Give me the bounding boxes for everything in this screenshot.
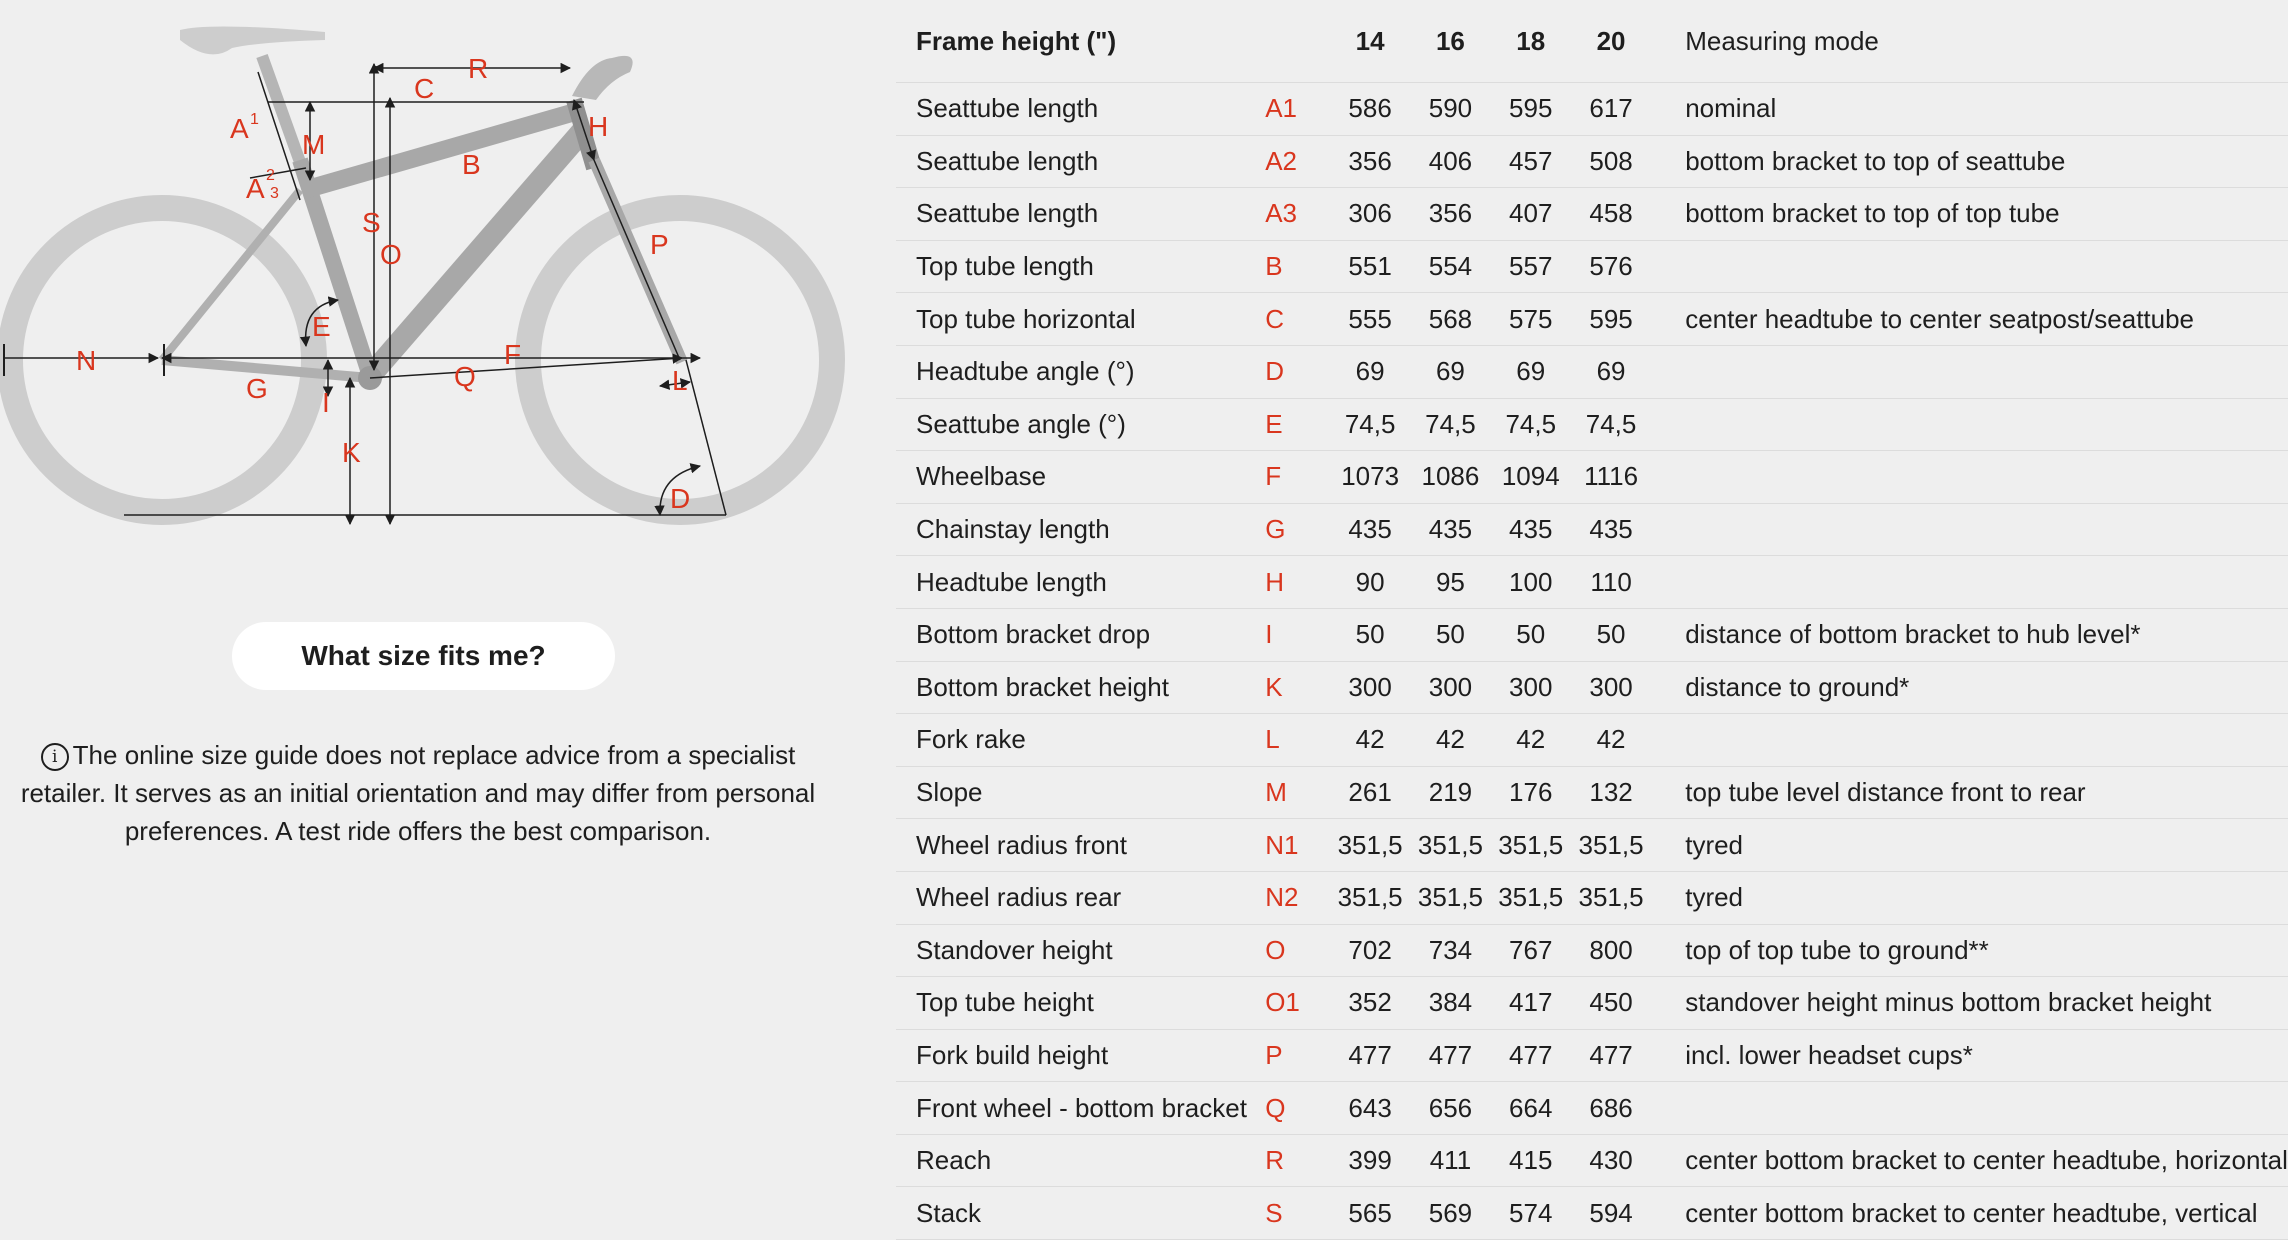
table-row — [896, 188, 2288, 241]
row-code: A1 — [1265, 83, 1330, 136]
row-name: Front wheel - bottom bracket — [896, 1082, 1265, 1135]
row-value-18: 575 — [1491, 293, 1571, 346]
row-value-18: 574 — [1491, 1187, 1571, 1240]
row-value-16: 435 — [1410, 503, 1490, 556]
row-value-20: 74,5 — [1571, 398, 1651, 451]
row-value-16: 734 — [1410, 924, 1490, 977]
row-value-18: 42 — [1491, 714, 1571, 767]
row-code: R — [1265, 1134, 1330, 1187]
row-value-14: 435 — [1330, 503, 1410, 556]
row-code: S — [1265, 1187, 1330, 1240]
row-measuring-mode: center bottom bracket to center headtube, vertical — [1651, 1187, 2288, 1240]
row-measuring-mode — [1651, 1082, 2288, 1135]
row-value-16: 95 — [1410, 556, 1490, 609]
label-a1-sup: 1 — [250, 111, 259, 128]
row-value-16: 50 — [1410, 608, 1490, 661]
row-value-20: 800 — [1571, 924, 1651, 977]
row-value-20: 458 — [1571, 188, 1651, 241]
row-code: A2 — [1265, 135, 1330, 188]
label-m: M — [302, 129, 326, 160]
table-row — [896, 714, 2288, 767]
row-value-16: 351,5 — [1410, 871, 1490, 924]
table-row — [896, 135, 2288, 188]
row-name: Headtube angle (°) — [896, 345, 1265, 398]
row-value-14: 477 — [1330, 1029, 1410, 1082]
row-name: Reach — [896, 1134, 1265, 1187]
size-header-18: 18 — [1491, 0, 1571, 83]
row-value-20: 300 — [1571, 661, 1651, 714]
row-value-14: 69 — [1330, 345, 1410, 398]
code-header — [1265, 0, 1330, 83]
row-measuring-mode: top of top tube to ground** — [1651, 924, 2288, 977]
label-f: F — [504, 339, 522, 370]
row-code: M — [1265, 766, 1330, 819]
size-header-14: 14 — [1330, 0, 1410, 83]
row-value-18: 457 — [1491, 135, 1571, 188]
row-value-18: 435 — [1491, 503, 1571, 556]
row-measuring-mode: bottom bracket to top of top tube — [1651, 188, 2288, 241]
row-measuring-mode: tyred — [1651, 871, 2288, 924]
size-header-16: 16 — [1410, 0, 1490, 83]
row-value-18: 1094 — [1491, 451, 1571, 504]
table-row — [896, 766, 2288, 819]
row-name: Slope — [896, 766, 1265, 819]
row-value-16: 406 — [1410, 135, 1490, 188]
row-value-16: 74,5 — [1410, 398, 1490, 451]
label-a23: A — [246, 173, 265, 204]
table-row — [896, 977, 2288, 1030]
row-value-20: 686 — [1571, 1082, 1651, 1135]
table-row — [896, 503, 2288, 556]
row-code: N1 — [1265, 819, 1330, 872]
table-row — [896, 240, 2288, 293]
row-code: H — [1265, 556, 1330, 609]
table-row — [896, 398, 2288, 451]
table-row — [896, 293, 2288, 346]
row-value-14: 90 — [1330, 556, 1410, 609]
row-value-20: 69 — [1571, 345, 1651, 398]
row-value-18: 74,5 — [1491, 398, 1571, 451]
row-name: Seattube length — [896, 188, 1265, 241]
row-value-14: 702 — [1330, 924, 1410, 977]
row-measuring-mode — [1651, 451, 2288, 504]
row-measuring-mode — [1651, 714, 2288, 767]
table-row — [896, 556, 2288, 609]
row-name: Fork build height — [896, 1029, 1265, 1082]
info-icon: i — [41, 743, 69, 771]
row-value-20: 477 — [1571, 1029, 1651, 1082]
row-code: N2 — [1265, 871, 1330, 924]
row-measuring-mode — [1651, 345, 2288, 398]
row-value-14: 586 — [1330, 83, 1410, 136]
row-value-16: 42 — [1410, 714, 1490, 767]
table-row — [896, 451, 2288, 504]
row-value-16: 568 — [1410, 293, 1490, 346]
what-size-fits-me-button[interactable]: What size fits me? — [232, 622, 615, 690]
label-o: O — [380, 239, 402, 270]
row-name: Headtube length — [896, 556, 1265, 609]
table-row — [896, 1029, 2288, 1082]
row-value-20: 450 — [1571, 977, 1651, 1030]
geometry-panel — [0, 0, 870, 1212]
row-value-14: 42 — [1330, 714, 1410, 767]
table-row — [896, 83, 2288, 136]
row-code: I — [1265, 608, 1330, 661]
row-value-18: 415 — [1491, 1134, 1571, 1187]
label-i: I — [322, 387, 330, 418]
row-measuring-mode: bottom bracket to top of seattube — [1651, 135, 2288, 188]
row-value-16: 351,5 — [1410, 819, 1490, 872]
row-name: Wheel radius front — [896, 819, 1265, 872]
row-value-20: 351,5 — [1571, 819, 1651, 872]
row-value-20: 595 — [1571, 293, 1651, 346]
row-value-14: 352 — [1330, 977, 1410, 1030]
table-row — [896, 1134, 2288, 1187]
row-measuring-mode: standover height minus bottom bracket height — [1651, 977, 2288, 1030]
row-code: E — [1265, 398, 1330, 451]
saddle — [180, 26, 325, 54]
row-value-14: 643 — [1330, 1082, 1410, 1135]
label-c: C — [414, 73, 435, 104]
table-row — [896, 924, 2288, 977]
row-value-20: 110 — [1571, 556, 1651, 609]
row-name: Bottom bracket height — [896, 661, 1265, 714]
handlebar — [572, 56, 633, 100]
row-value-16: 69 — [1410, 345, 1490, 398]
row-measuring-mode — [1651, 503, 2288, 556]
row-value-18: 557 — [1491, 240, 1571, 293]
row-value-14: 555 — [1330, 293, 1410, 346]
table-row — [896, 608, 2288, 661]
row-value-18: 300 — [1491, 661, 1571, 714]
row-value-16: 554 — [1410, 240, 1490, 293]
row-value-14: 351,5 — [1330, 819, 1410, 872]
row-value-20: 50 — [1571, 608, 1651, 661]
bike-geometry-diagram — [0, 0, 870, 560]
row-code: O — [1265, 924, 1330, 977]
row-code: O1 — [1265, 977, 1330, 1030]
row-code: D — [1265, 345, 1330, 398]
label-l: L — [672, 365, 688, 396]
table-row — [896, 819, 2288, 872]
row-value-18: 176 — [1491, 766, 1571, 819]
row-name: Top tube height — [896, 977, 1265, 1030]
row-value-20: 435 — [1571, 503, 1651, 556]
row-measuring-mode — [1651, 556, 2288, 609]
row-measuring-mode: center bottom bracket to center headtube, horizontal — [1651, 1134, 2288, 1187]
row-value-14: 565 — [1330, 1187, 1410, 1240]
row-value-14: 50 — [1330, 608, 1410, 661]
row-value-16: 656 — [1410, 1082, 1490, 1135]
seatpost — [262, 56, 305, 176]
row-value-18: 477 — [1491, 1029, 1571, 1082]
label-b: B — [462, 149, 481, 180]
row-name: Wheel radius rear — [896, 871, 1265, 924]
size-guide-note — [18, 736, 818, 850]
label-s: S — [362, 207, 381, 238]
row-value-20: 132 — [1571, 766, 1651, 819]
row-value-16: 590 — [1410, 83, 1490, 136]
size-header-20: 20 — [1571, 0, 1651, 83]
size-guide-note-text: The online size guide does not replace advice from a specialist retailer. It serves as an initial orientation and may differ from personal preferences. A test ride offers the best comparison. — [20, 740, 816, 846]
label-q: Q — [454, 361, 476, 392]
row-name: Seattube length — [896, 135, 1265, 188]
row-code: L — [1265, 714, 1330, 767]
row-code: C — [1265, 293, 1330, 346]
row-value-20: 1116 — [1571, 451, 1651, 504]
table-row — [896, 1187, 2288, 1240]
label-g: G — [246, 373, 268, 404]
row-value-18: 595 — [1491, 83, 1571, 136]
row-value-20: 430 — [1571, 1134, 1651, 1187]
row-name: Fork rake — [896, 714, 1265, 767]
row-value-20: 42 — [1571, 714, 1651, 767]
row-name: Bottom bracket drop — [896, 608, 1265, 661]
row-value-16: 384 — [1410, 977, 1490, 1030]
label-h: H — [588, 111, 609, 142]
geometry-table — [896, 0, 2288, 1240]
row-value-14: 399 — [1330, 1134, 1410, 1187]
row-value-18: 664 — [1491, 1082, 1571, 1135]
frame-height-header: Frame height (") — [896, 0, 1265, 83]
row-measuring-mode: distance of bottom bracket to hub level* — [1651, 608, 2288, 661]
row-value-18: 100 — [1491, 556, 1571, 609]
row-code: F — [1265, 451, 1330, 504]
table-row — [896, 345, 2288, 398]
row-value-16: 219 — [1410, 766, 1490, 819]
label-a23-sub: 3 — [270, 185, 279, 202]
row-measuring-mode: center headtube to center seatpost/seattube — [1651, 293, 2288, 346]
table-row — [896, 661, 2288, 714]
row-name: Top tube length — [896, 240, 1265, 293]
row-value-18: 767 — [1491, 924, 1571, 977]
row-value-16: 411 — [1410, 1134, 1490, 1187]
row-value-18: 407 — [1491, 188, 1571, 241]
row-value-20: 351,5 — [1571, 871, 1651, 924]
table-row — [896, 871, 2288, 924]
row-value-18: 69 — [1491, 345, 1571, 398]
row-value-20: 617 — [1571, 83, 1651, 136]
label-p: P — [650, 229, 669, 260]
label-a1: A — [230, 113, 249, 144]
row-value-14: 300 — [1330, 661, 1410, 714]
row-value-14: 1073 — [1330, 451, 1410, 504]
row-name: Standover height — [896, 924, 1265, 977]
row-measuring-mode: top tube level distance front to rear — [1651, 766, 2288, 819]
row-value-16: 356 — [1410, 188, 1490, 241]
label-k: K — [342, 437, 361, 468]
row-measuring-mode: tyred — [1651, 819, 2288, 872]
row-code: Q — [1265, 1082, 1330, 1135]
row-code: K — [1265, 661, 1330, 714]
row-code: B — [1265, 240, 1330, 293]
row-name: Wheelbase — [896, 451, 1265, 504]
row-code: P — [1265, 1029, 1330, 1082]
row-value-14: 351,5 — [1330, 871, 1410, 924]
row-value-16: 300 — [1410, 661, 1490, 714]
row-value-18: 50 — [1491, 608, 1571, 661]
row-name: Stack — [896, 1187, 1265, 1240]
row-measuring-mode: distance to ground* — [1651, 661, 2288, 714]
geometry-table-container — [896, 0, 2288, 1228]
table-row — [896, 1082, 2288, 1135]
row-value-14: 261 — [1330, 766, 1410, 819]
row-value-18: 351,5 — [1491, 819, 1571, 872]
row-measuring-mode: nominal — [1651, 83, 2288, 136]
row-value-14: 356 — [1330, 135, 1410, 188]
table-header-row — [896, 0, 2288, 83]
row-value-20: 594 — [1571, 1187, 1651, 1240]
row-code: G — [1265, 503, 1330, 556]
row-value-14: 74,5 — [1330, 398, 1410, 451]
row-code: A3 — [1265, 188, 1330, 241]
label-r: R — [468, 53, 489, 84]
row-value-14: 306 — [1330, 188, 1410, 241]
label-a23-sup: 2 — [266, 167, 275, 184]
row-value-18: 351,5 — [1491, 871, 1571, 924]
row-value-16: 1086 — [1410, 451, 1490, 504]
row-value-16: 569 — [1410, 1187, 1490, 1240]
row-name: Top tube horizontal — [896, 293, 1265, 346]
label-e: E — [312, 311, 331, 342]
measuring-mode-header: Measuring mode — [1651, 0, 2288, 83]
row-measuring-mode: incl. lower headset cups* — [1651, 1029, 2288, 1082]
row-name: Seattube length — [896, 83, 1265, 136]
label-n: N — [76, 345, 97, 376]
row-measuring-mode — [1651, 398, 2288, 451]
row-value-20: 576 — [1571, 240, 1651, 293]
label-d: D — [670, 483, 691, 514]
row-name: Seattube angle (°) — [896, 398, 1265, 451]
row-value-16: 477 — [1410, 1029, 1490, 1082]
row-value-20: 508 — [1571, 135, 1651, 188]
row-measuring-mode — [1651, 240, 2288, 293]
row-value-14: 551 — [1330, 240, 1410, 293]
row-name: Chainstay length — [896, 503, 1265, 556]
row-value-18: 417 — [1491, 977, 1571, 1030]
